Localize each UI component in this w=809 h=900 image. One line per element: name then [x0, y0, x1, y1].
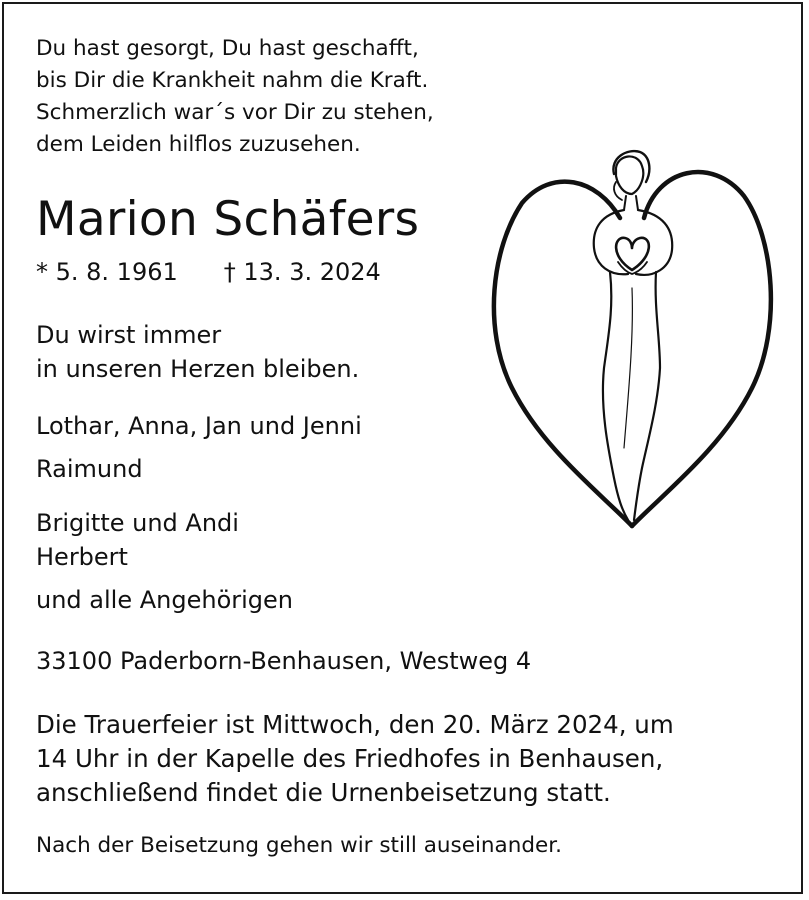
angel-with-heart-icon	[482, 148, 802, 538]
memorial-phrase-line: in unseren Herzen bleiben.	[36, 355, 360, 383]
family-line: Lothar, Anna, Jan und Jenni	[36, 412, 362, 440]
service-line: anschließend findet die Urnenbeisetzung statt.	[36, 778, 611, 807]
poem	[36, 33, 434, 161]
family-line: und alle Angehörigen	[36, 586, 293, 614]
poem-line: Schmerzlich war´s vor Dir zu stehen,	[36, 100, 434, 125]
poem-line: bis Dir die Krankheit nahm die Kraft.	[36, 68, 429, 93]
family-line: Herbert	[36, 543, 128, 571]
memorial-phrase	[36, 318, 359, 386]
death-date: † 13. 3. 2024	[223, 258, 381, 286]
service-line: Die Trauerfeier ist Mittwoch, den 20. März 2024, um	[36, 710, 674, 739]
service-info	[36, 708, 674, 810]
birth-date: * 5. 8. 1961	[36, 258, 178, 286]
family-line: Brigitte und Andi	[36, 509, 239, 537]
family-group	[36, 506, 239, 574]
poem-line: Du hast gesorgt, Du hast geschafft,	[36, 36, 419, 61]
closing-note: Nach der Beisetzung gehen wir still auseinander.	[36, 833, 562, 858]
poem-line: dem Leiden hilflos zuzusehen.	[36, 132, 361, 157]
deceased-name: Marion Schäfers	[36, 192, 420, 247]
life-dates	[36, 258, 381, 286]
service-line: 14 Uhr in der Kapelle des Friedhofes in Benhausen,	[36, 744, 664, 773]
address: 33100 Paderborn-Benhausen, Westweg 4	[36, 647, 532, 675]
family-line: Raimund	[36, 455, 143, 483]
memorial-phrase-line: Du wirst immer	[36, 321, 222, 349]
